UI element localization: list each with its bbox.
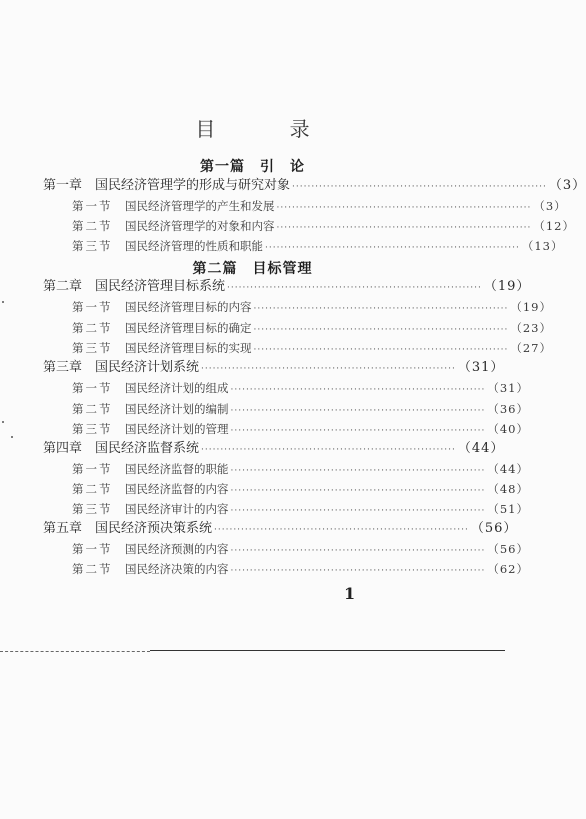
page-ref: （36） (487, 402, 529, 416)
toc-section[interactable] (72, 379, 529, 397)
page-ref: （40） (487, 422, 529, 436)
dot-leader: ·································································· (292, 182, 547, 192)
page-ref: （3） (548, 178, 586, 193)
page-ref: （31） (487, 381, 529, 395)
section-number: 第三节 (72, 502, 113, 516)
section-title: 国民经济计划的组成 (125, 381, 229, 395)
chapter-number: 第一章 (43, 178, 83, 193)
section-title: 国民经济管理的性质和职能 (125, 239, 263, 253)
page-title: 目 录 (195, 117, 344, 141)
dot-leader: ·································································· (201, 364, 456, 374)
dot-leader: ·································································· (253, 345, 509, 355)
section-title: 国民经济计划的管理 (125, 422, 229, 436)
page-ref: （23） (510, 321, 552, 335)
section-title: 国民经济管理学的对象和内容 (125, 219, 275, 233)
toc-section[interactable] (72, 500, 529, 518)
section-number: 第二节 (72, 402, 113, 416)
toc-section[interactable] (72, 339, 552, 357)
chapter-title: 国民经济预决策系统 (95, 521, 213, 536)
page-ref: （12） (533, 219, 575, 233)
section-title: 国民经济管理目标的实现 (125, 341, 252, 355)
chapter-title: 国民经济管理目标系统 (95, 279, 226, 294)
section-title: 国民经济预测的内容 (125, 542, 229, 556)
section-title: 国民经济管理学的产生和发展 (125, 199, 275, 213)
section-number: 第二节 (72, 321, 113, 335)
section-number: 第一节 (72, 462, 113, 476)
page-ref: （27） (510, 341, 552, 355)
page-ref: （19） (510, 300, 552, 314)
scan-solid-rule (150, 650, 505, 651)
toc-section[interactable] (72, 400, 529, 418)
section-title: 国民经济审计的内容 (125, 502, 229, 516)
chapter-title: 国民经济管理学的形成与研究对象 (95, 178, 291, 193)
toc-section[interactable] (72, 217, 575, 235)
section-number: 第一节 (72, 542, 113, 556)
section-number: 第一节 (72, 300, 113, 314)
dot-leader: ·································································· (253, 304, 509, 314)
chapter-number: 第三章 (43, 360, 83, 375)
dot-leader: ·································································· (276, 203, 532, 213)
toc-chapter-1[interactable] (43, 177, 586, 195)
section-number: 第二节 (72, 219, 113, 233)
dot-leader: ·································································· (276, 223, 532, 233)
page-ref: （13） (521, 239, 564, 253)
section-title: 国民经济监督的职能 (125, 462, 229, 476)
page-ref: （48） (487, 482, 529, 496)
page-ref: （62） (487, 562, 529, 576)
page-ref: （56） (470, 521, 518, 536)
section-title: 国民经济监督的内容 (125, 482, 229, 496)
toc-section[interactable] (72, 460, 529, 478)
section-title: 国民经济计划的编制 (125, 402, 229, 416)
toc-section[interactable] (72, 298, 552, 316)
toc-section[interactable] (72, 540, 529, 558)
dot-leader: ·································································· (227, 283, 482, 293)
part-heading: 第一篇 引 论 (200, 159, 305, 175)
dot-leader: ·································································· (230, 546, 486, 556)
section-number: 第三节 (72, 422, 113, 436)
page-ref: （51） (487, 502, 529, 516)
toc-chapter-5[interactable] (43, 520, 518, 538)
section-title: 国民经济决策的内容 (125, 562, 229, 576)
toc-section[interactable] (72, 237, 564, 255)
toc-section[interactable] (72, 560, 529, 578)
chapter-title: 国民经济计划系统 (95, 360, 200, 375)
section-number: 第三节 (72, 239, 113, 253)
page-ref: （44） (457, 441, 505, 456)
scan-speck (2, 301, 4, 303)
section-number: 第二节 (72, 482, 113, 496)
dot-leader: ·································································· (201, 445, 456, 455)
dot-leader: ·································································· (230, 466, 486, 476)
section-number: 第三节 (72, 341, 113, 355)
dot-leader: ·································································· (253, 325, 509, 335)
page-ref: （3） (533, 199, 567, 213)
dot-leader: ·································································· (230, 426, 486, 436)
section-number: 第一节 (72, 199, 113, 213)
toc-section[interactable] (72, 420, 529, 438)
chapter-number: 第四章 (43, 441, 83, 456)
part-heading: 第二篇 目标管理 (192, 261, 313, 277)
page-ref: （19） (483, 279, 531, 294)
toc-section[interactable] (72, 319, 552, 337)
toc-chapter-3[interactable] (43, 359, 505, 377)
dot-leader: ·································································· (230, 385, 486, 395)
dot-leader: ·································································· (230, 406, 486, 416)
scan-dashed-rule (0, 651, 150, 652)
scan-speck (11, 436, 13, 438)
chapter-title: 国民经济监督系统 (95, 441, 200, 456)
toc-section[interactable] (72, 480, 529, 498)
section-number: 第二节 (72, 562, 113, 576)
dot-leader: ·································································· (230, 486, 486, 496)
page-ref: （56） (487, 542, 529, 556)
dot-leader: ·································································· (230, 506, 486, 516)
dot-leader: ·································································· (214, 525, 469, 535)
section-title: 国民经济管理目标的确定 (125, 321, 252, 335)
toc-chapter-4[interactable] (43, 440, 505, 458)
page-number: 1 (344, 584, 356, 603)
chapter-number: 第二章 (43, 279, 83, 294)
toc-chapter-2[interactable] (43, 278, 531, 296)
section-number: 第一节 (72, 381, 113, 395)
dot-leader: ·································································· (265, 243, 520, 253)
chapter-number: 第五章 (43, 521, 83, 536)
section-title: 国民经济管理目标的内容 (125, 300, 252, 314)
scan-speck (2, 421, 4, 423)
toc-section[interactable] (72, 197, 567, 215)
page-ref: （31） (457, 360, 505, 375)
page-ref: （44） (487, 462, 529, 476)
dot-leader: ·································································· (230, 566, 486, 576)
